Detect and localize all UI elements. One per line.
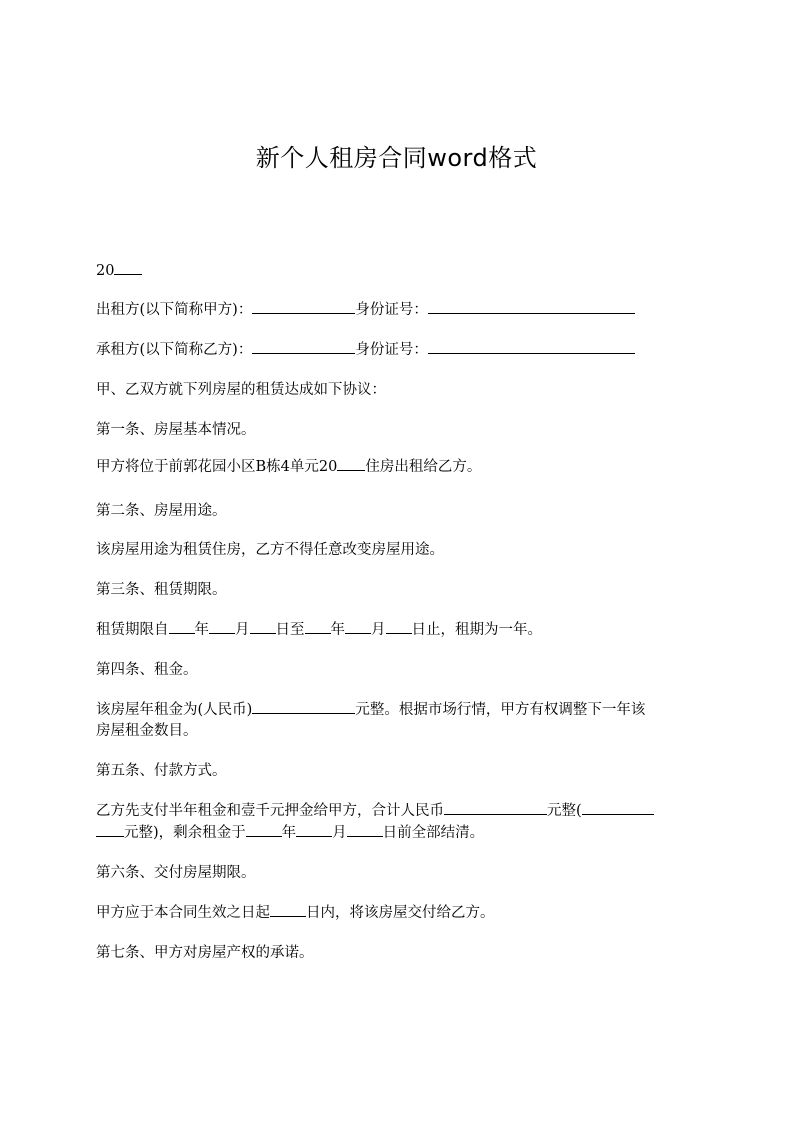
lessor-name-blank: [252, 299, 355, 314]
article-2-text: 该房屋用途为租赁住房，乙方不得任意改变房屋用途。: [96, 542, 444, 558]
article-1-text-b: 住房出租给乙方。: [365, 459, 482, 475]
end-day-blank: [386, 619, 412, 634]
annual-rent-label: 该房屋年租金为(人民币): [96, 702, 253, 718]
article-1-text: [96, 456, 706, 479]
year-label: 年: [281, 825, 297, 841]
yuan-label: 元整(: [547, 803, 582, 819]
article-4-text-line2: 房屋租金数目。: [96, 723, 198, 739]
lessee-label: 承租方(以下简称乙方)：: [96, 342, 253, 358]
total-amount-blank: [444, 800, 547, 815]
year-label: 年: [194, 622, 209, 638]
day-to-label: 日至: [275, 622, 305, 638]
delivery-text-a: 甲方应于本合同生效之日起: [96, 905, 270, 921]
article-6-text: [96, 902, 706, 925]
delivery-text-b: 日内，将该房屋交付给乙方。: [306, 905, 495, 921]
total-amount-words-blank-cont: [96, 822, 124, 837]
remaining-rent-text: 元整)，剩余租金于: [124, 825, 246, 841]
settle-day-blank: [347, 822, 383, 837]
lessor-id-label: 身份证号：: [355, 302, 428, 318]
article-4-text-line1: [96, 699, 706, 722]
settle-year-blank: [246, 822, 282, 837]
date-prefix: 20: [96, 263, 115, 279]
room-number-blank: [337, 456, 365, 471]
total-amount-words-blank: [582, 800, 654, 815]
month-label: 月: [371, 622, 386, 638]
lessor-line: [96, 299, 706, 322]
article-2-title: 第二条、房屋用途。: [96, 503, 227, 519]
annual-rent-blank: [252, 699, 355, 714]
article-5-title: 第五条、付款方式。: [96, 763, 227, 779]
month-label: 月: [332, 825, 347, 841]
year-label: 年: [330, 622, 345, 638]
lessee-name-blank: [252, 339, 355, 354]
settle-month-blank: [296, 822, 332, 837]
article-6-title: 第六条、交付房屋期限。: [96, 865, 256, 881]
article-3-title: 第三条、租赁期限。: [96, 582, 227, 598]
article-1-title: 第一条、房屋基本情况。: [96, 422, 256, 438]
start-year-blank: [169, 619, 195, 634]
month-label: 月: [235, 622, 250, 638]
end-year-blank: [305, 619, 331, 634]
lease-term-label: 租赁期限自: [96, 622, 169, 638]
article-4-title: 第四条、租金。: [96, 662, 198, 678]
document-title: 新个人租房合同word格式: [255, 144, 538, 172]
date-blank: [114, 260, 142, 275]
article-3-text: [96, 619, 706, 642]
date-line: [96, 260, 706, 283]
article-5-text-line1: [96, 800, 706, 823]
start-day-blank: [250, 619, 276, 634]
end-month-blank: [345, 619, 371, 634]
article-7-title: 第七条、甲方对房屋产权的承诺。: [96, 945, 314, 961]
delivery-days-blank: [270, 902, 306, 917]
annual-rent-text: 元整。根据市场行情，甲方有权调整下一年该: [355, 702, 646, 718]
lessor-id-blank: [428, 299, 635, 314]
lessor-label: 出租方(以下简称甲方)：: [96, 302, 253, 318]
settle-text: 日前全部结清。: [382, 825, 485, 841]
intro-line: 甲、乙双方就下列房屋的租赁达成如下协议：: [96, 382, 386, 398]
lessee-id-blank: [428, 339, 635, 354]
start-month-blank: [209, 619, 235, 634]
article-5-text-line2: [96, 822, 706, 845]
lessee-id-label: 身份证号：: [355, 342, 428, 358]
article-1-text-a: 甲方将位于前郭花园小区B栋4单元20: [96, 459, 338, 475]
payment-text: 乙方先支付半年租金和壹千元押金给甲方，合计人民币: [96, 803, 444, 819]
lessee-line: [96, 339, 706, 362]
lease-term-end-text: 日止，租期为一年。: [411, 622, 542, 638]
